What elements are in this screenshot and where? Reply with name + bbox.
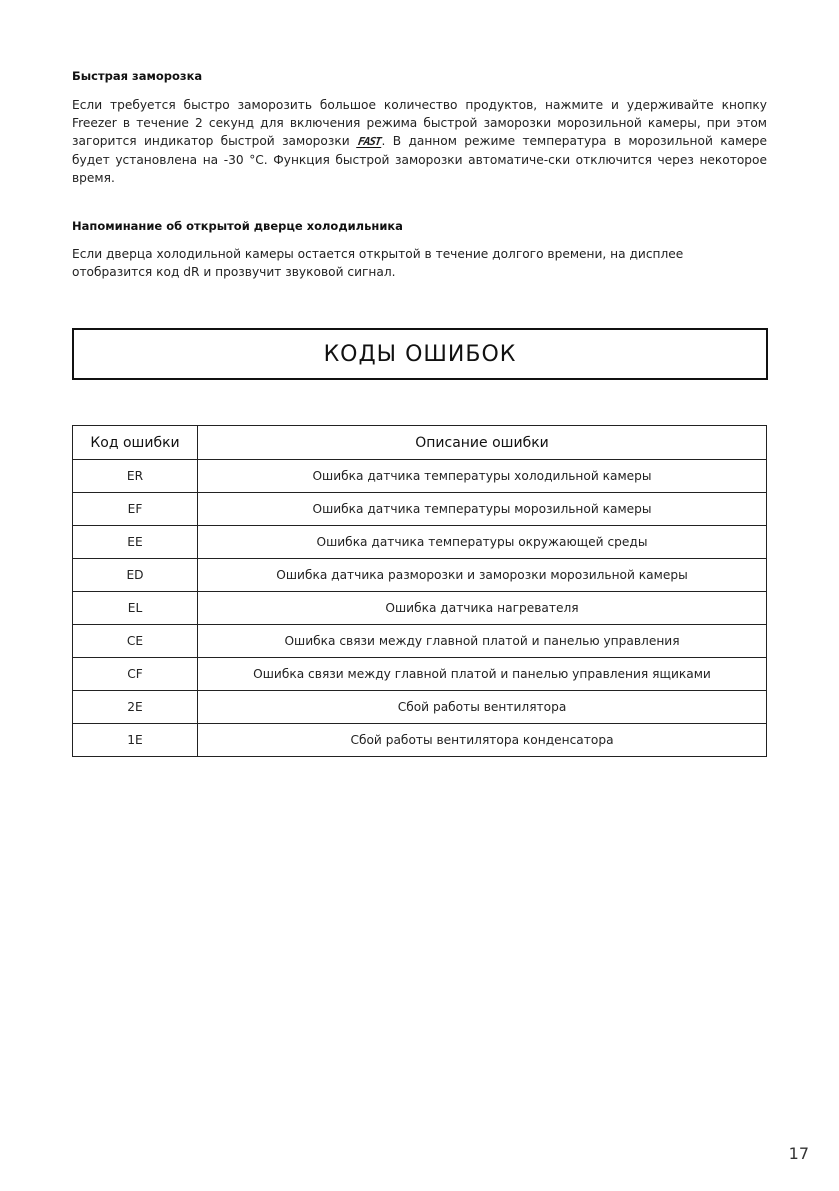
fast-freeze-text-part1: Если требуется быстро заморозить большое количество продуктов, нажмите и удерживайте кнопку Freezer в течение 2 секунд для включения режима быстрой заморозки морозильной камеры, при этом загорится индикатор быстрой заморозки [72, 98, 767, 149]
error-description-cell: Ошибка датчика температуры морозильной камеры [198, 493, 767, 526]
error-code-cell: 2E [73, 691, 198, 724]
fast-freeze-heading: Быстрая заморозка [72, 69, 203, 83]
table-row [73, 625, 767, 658]
error-codes-table [72, 425, 767, 757]
error-description-cell: Сбой работы вентилятора [198, 691, 767, 724]
table-row [73, 724, 767, 757]
table-row [73, 526, 767, 559]
error-description-cell: Ошибка датчика разморозки и заморозки морозильной камеры [198, 559, 767, 592]
door-reminder-heading: Напоминание об открытой дверце холодильника [72, 219, 403, 233]
error-codes-title: КОДЫ ОШИБОК [323, 341, 517, 367]
error-description-cell: Сбой работы вентилятора конденсатора [198, 724, 767, 757]
table-row [73, 493, 767, 526]
page-number: 17 [788, 1144, 809, 1163]
error-code-cell: CE [73, 625, 198, 658]
error-code-cell: 1E [73, 724, 198, 757]
door-reminder-paragraph: Если дверца холодильной камеры остается открытой в течение долгого времени, на дисплее отобразится код dR и прозвучит звуковой сигнал. [72, 247, 684, 280]
table-row [73, 658, 767, 691]
fast-freeze-paragraph [72, 96, 767, 187]
fast-freeze-text-part2: . В данном режиме температура в морозильной камере будет установлена на -30 °С. Функция быстрой заморозки автоматиче-ски отключится через некоторое время. [72, 134, 768, 185]
error-description-cell: Ошибка датчика нагревателя [198, 592, 767, 625]
table-row [73, 460, 767, 493]
error-code-cell: ER [73, 460, 198, 493]
table-row [73, 691, 767, 724]
error-code-cell: CF [73, 658, 198, 691]
column-header-description: Описание ошибки [198, 426, 767, 460]
error-description-cell: Ошибка связи между главной платой и панелью управления ящиками [198, 658, 767, 691]
error-code-cell: ED [73, 559, 198, 592]
table-header-row [73, 426, 767, 460]
table-row [73, 559, 767, 592]
column-header-code: Код ошибки [73, 426, 198, 460]
table-row [73, 592, 767, 625]
error-code-cell: EL [73, 592, 198, 625]
fast-freeze-icon: FAST [357, 135, 382, 149]
error-code-cell: EF [73, 493, 198, 526]
error-description-cell: Ошибка датчика температуры холодильной камеры [198, 460, 767, 493]
error-description-cell: Ошибка связи между главной платой и панелью управления [198, 625, 767, 658]
error-description-cell: Ошибка датчика температуры окружающей среды [198, 526, 767, 559]
error-codes-title-box [72, 328, 768, 380]
error-code-cell: EE [73, 526, 198, 559]
